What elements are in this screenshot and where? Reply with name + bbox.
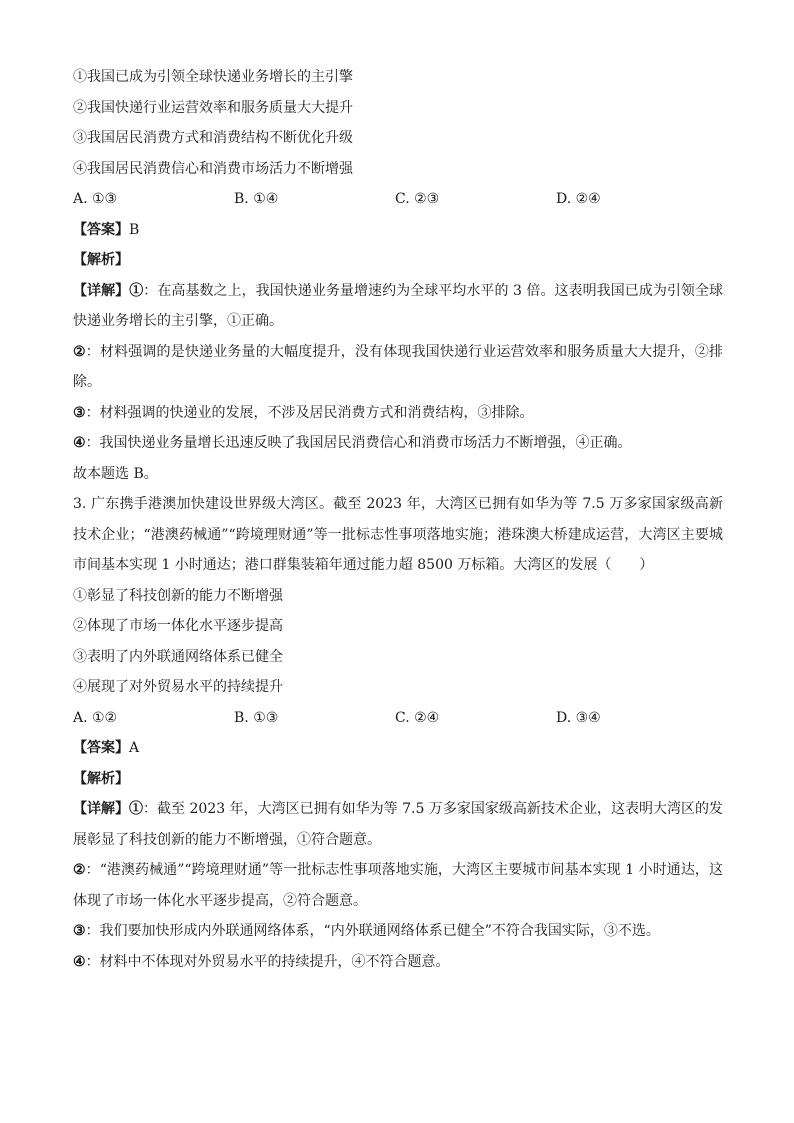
q3-detail-2-num: ② [73,862,86,878]
q2-detail-1-num: ① [129,282,144,299]
q3-option-b: B. ①③ [234,709,279,726]
q3-answer-value: A [129,740,140,756]
q2-detail-1 [73,276,723,337]
q3-statement-1: ①彰显了科技创新的能力不断增强 [73,587,283,604]
q3-detail-3-text: ：我们要加快形成内外联通网络体系，“内外联通网络体系已健全”不符合我国实际，③不选。 [85,923,660,939]
q3-detail-1-text: ：截至 2023 年，大湾区已拥有如华为等 7.5 万多家国家级高新技术企业，这表明大湾区的发展彰显了科技创新的能力不断增强，①符合题意。 [73,801,724,848]
q3-option-a: A. ①② [73,709,118,726]
q3-detail-2-text: ：“港澳药械通”“跨境理财通”等一批标志性事项落地实施，大湾区主要城市间基本实现 1 小时通达，这体现了市场一体化水平逐步提高，②符合题意。 [73,862,723,909]
q3-detail-label: 【详解】 [73,801,130,817]
q2-statement-4: ④我国居民消费信心和消费市场活力不断增强 [73,160,353,177]
q3-answer-label: 【答案】 [73,740,129,756]
q2-option-b: B. ①④ [234,191,279,207]
q2-answer-label: 【答案】 [73,221,129,238]
q3-statement-4: ④展现了对外贸易水平的持续提升 [73,679,283,695]
q2-conclusion: 故本题选 B。 [73,465,158,482]
q3-detail-4-text: ：材料中不体现对外贸易水平的持续提升，④不符合题意。 [85,953,450,970]
q2-option-c: C. ②③ [395,191,440,207]
q2-detail-2-text: ：材料强调的是快递业务量的大幅度提升，没有体现我国快递行业运营效率和服务质量大大提升，②排除。 [73,343,723,390]
q2-detail-4-text: ：我国快递业务量增长迅速反映了我国居民消费信心和消费市场活力不断增强，④正确。 [85,435,632,451]
q2-answer [73,215,723,246]
q2-statement-1: ①我国已成为引领全球快递业务增长的主引擎 [73,69,353,85]
q3-statement-3: ③表明了内外联通网络体系已健全 [73,648,283,665]
q3-statement-2: ②体现了市场一体化水平逐步提高 [73,618,283,634]
q2-analysis-label: 【解析】 [73,252,129,268]
q3-detail-2 [73,855,723,916]
q3-stem: 3. 广东携手港澳加快建设世界级大湾区。截至 2023 年，大湾区已拥有如华为等 7.5 万多家国家级高新技术企业；“港澳药械通”“跨境理财通”等一批标志性事项落地实施；港珠澳大桥建成运营，大湾区主要城市间基本实现 1 小时通达；港口群集装箱年通过能力超 8500 万标箱。大湾区的发展（ ） [73,496,723,573]
q3-option-c: C. ②④ [395,709,440,726]
q2-statement-2: ②我国快递行业运营效率和服务质量大大提升 [73,99,353,116]
q2-detail-4-num: ④ [73,435,86,451]
q2-answer-value: B [129,221,140,238]
q2-detail-2-num: ② [73,343,86,360]
q2-option-a: A. ①③ [73,191,118,207]
q2-option-d: D. ②④ [556,191,601,207]
q2-detail-label: 【详解】 [73,282,130,299]
q3-analysis-label: 【解析】 [73,770,129,787]
q3-detail-1 [73,794,723,855]
q2-detail-4 [73,428,723,459]
q3-options [73,703,723,734]
q3-detail-3 [73,916,723,947]
q3-answer [73,733,723,764]
q3-detail-3-num: ③ [73,923,86,939]
q2-detail-3 [73,398,723,429]
q2-detail-3-text: ：材料强调的快递业的发展，不涉及居民消费方式和消费结构，③排除。 [85,404,534,421]
q2-options [73,184,723,215]
q3-detail-1-num: ① [129,801,144,817]
q2-statement-3: ③我国居民消费方式和消费结构不断优化升级 [73,130,353,146]
q2-detail-3-num: ③ [73,404,86,421]
q3-detail-4 [73,947,723,978]
q2-detail-1-text: ：在高基数之上，我国快递业务量增速约为全球平均水平的 3 倍。这表明我国已成为引领全球快递业务增长的主引擎，①正确。 [73,282,724,329]
q3-option-d: D. ③④ [556,709,601,726]
q3-detail-4-num: ④ [73,953,86,970]
q2-detail-2 [73,337,723,398]
document-page [73,62,723,977]
